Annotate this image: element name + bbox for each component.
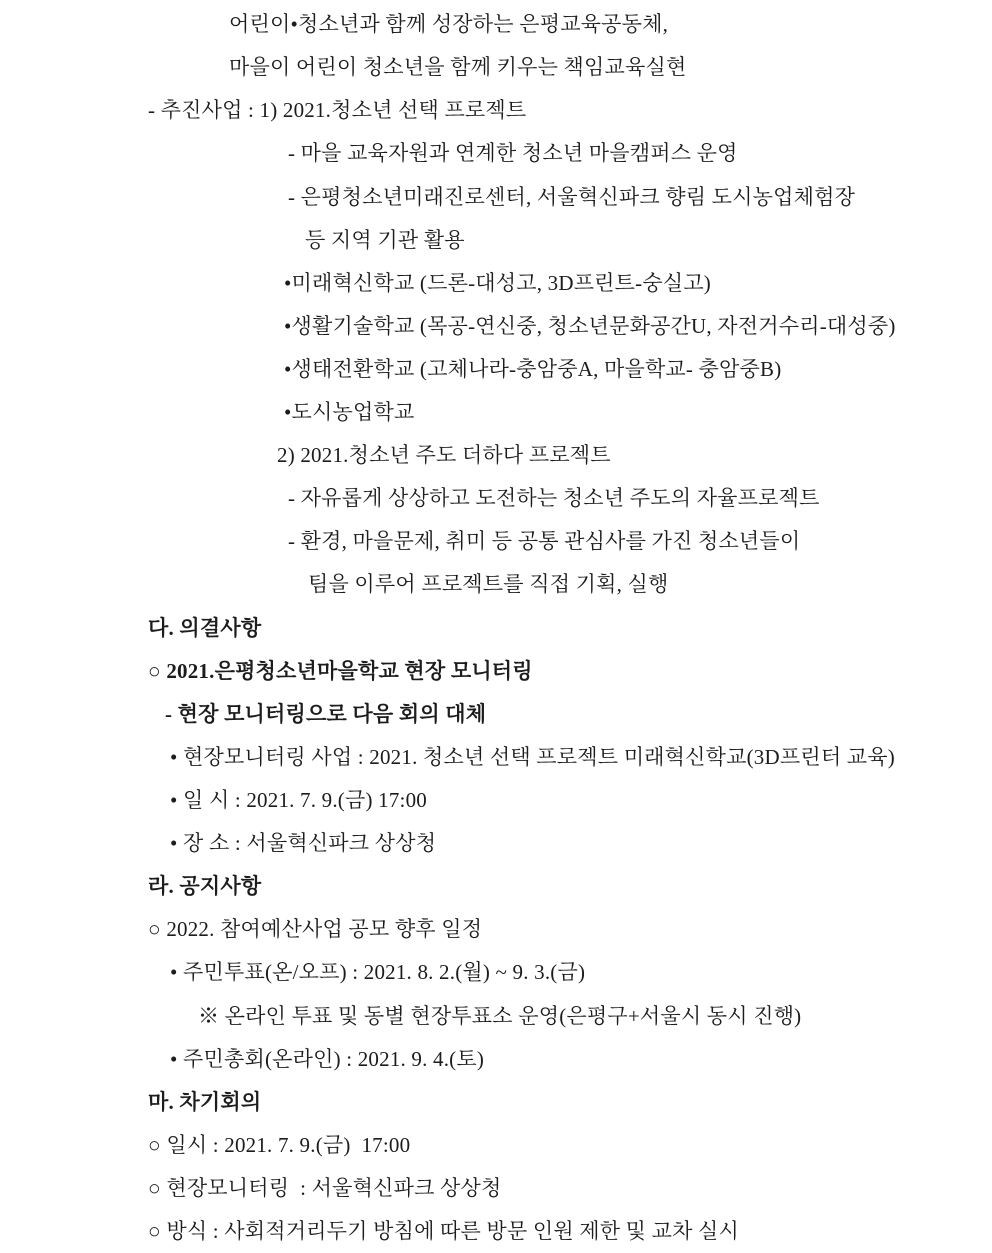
project1-detail-local-orgs: - 은평청소년미래진로센터, 서울혁신파크 향림 도시농업체험장 [288, 185, 856, 209]
project2-detail-interests: - 환경, 마을문제, 취미 등 공통 관심사를 가진 청소년들이 [288, 529, 801, 553]
resident-vote-line: • 주민투표(온/오프) : 2021. 8. 2.(월) ~ 9. 3.(금) [170, 960, 586, 984]
next-meeting-monitoring-line: ○ 현장모니터링 : 서울혁신파크 상상청 [148, 1176, 502, 1200]
monitoring-datetime-line: • 일 시 : 2021. 7. 9.(금) 17:00 [170, 788, 427, 812]
urban-agriculture-school-item: •도시농업학교 [284, 400, 415, 424]
future-innovation-school-item: •미래혁신학교 (드론-대성고, 3D프린트-숭실고) [284, 271, 712, 295]
section-decisions-heading: 다. 의결사항 [148, 616, 262, 640]
monitoring-business-line: • 현장모니터링 사업 : 2021. 청소년 선택 프로젝트 미래혁신학교(3D프린터 교육) [170, 745, 895, 769]
monitoring-location-line: • 장 소 : 서울혁신파크 상상청 [170, 831, 437, 855]
vote-operation-note: ※ 온라인 투표 및 동별 현장투표소 운영(은평구+서울시 동시 진행) [198, 1004, 802, 1028]
next-meeting-datetime-line: ○ 일시 : 2021. 7. 9.(금) 17:00 [148, 1133, 411, 1157]
slogan-line-2: 마을이 어린이 청소년을 함께 키우는 책임교육실현 [229, 55, 687, 79]
project1-detail-village-campus: - 마을 교육자원과 연계한 청소년 마을캠퍼스 운영 [288, 141, 738, 165]
promotion-projects-line: - 추진사업 : 1) 2021.청소년 선택 프로젝트 [148, 98, 527, 122]
project2-heading: 2) 2021.청소년 주도 더하다 프로젝트 [277, 443, 611, 467]
project1-detail-local-orgs-cont: 등 지역 기관 활용 [305, 228, 465, 252]
monitoring-item-heading: ○ 2021.은평청소년마을학교 현장 모니터링 [148, 659, 533, 683]
eco-transition-school-item: •생태전환학교 (고체나라-충암중A, 마을학교- 충암중B) [284, 357, 782, 381]
life-skills-school-item: •생활기술학교 (목공-연신중, 청소년문화공간U, 자전거수리-대성중) [284, 314, 896, 338]
resident-assembly-line: • 주민총회(온라인) : 2021. 9. 4.(토) [170, 1047, 485, 1071]
project2-detail-autonomous: - 자유롭게 상상하고 도전하는 청소년 주도의 자율프로젝트 [288, 486, 820, 510]
project2-detail-interests-cont: 팀을 이루어 프로젝트를 직접 기획, 실행 [308, 572, 669, 596]
next-meeting-method-line: ○ 방식 : 사회적거리두기 방침에 따른 방문 인원 제한 및 교차 실시 [148, 1219, 740, 1243]
budget-schedule-heading: ○ 2022. 참여예산사업 공모 향후 일정 [148, 917, 483, 941]
section-notices-heading: 라. 공지사항 [148, 874, 262, 898]
monitoring-replace-note: - 현장 모니터링으로 다음 회의 대체 [165, 702, 487, 726]
section-next-meeting-heading: 마. 차기회의 [148, 1090, 262, 1114]
slogan-line-1: 어린이•청소년과 함께 성장하는 은평교육공동체, [229, 12, 669, 36]
